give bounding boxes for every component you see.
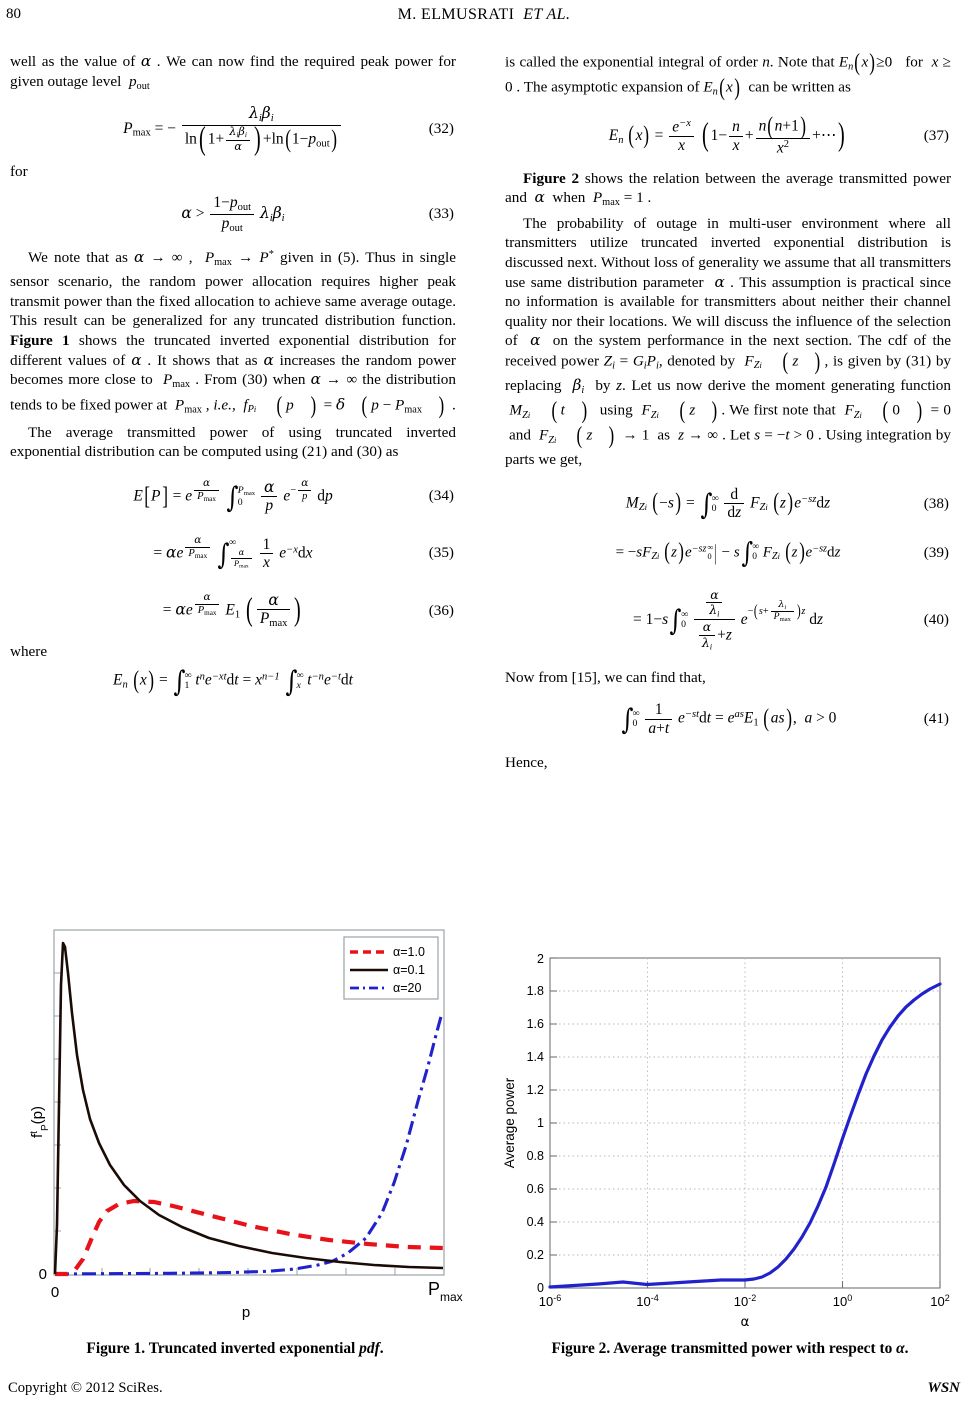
running-title-main: M. ELMUSRATI <box>397 6 515 23</box>
right-para-3: The probability of outage in multi-user environment where all transmitters utilize truncated inverted exponential distribution is discussed next. Without loss of generality we assume that all transmitters use same distribution parameter α . This assumption is practical since no information is available for transmitters about neither their channel quality nor their locations. We will discuss the influence of the selection of α on the system performance in the next section. The cdf of the received power Zi = GiPi, denoted by FZi ( z ) , is given by (31) by replacing βi by z. Let us now derive the moment generating function MZi ( t ) using FZi ( z ) . We first note that FZi ( 0 ) = 0 and FZi ( z ) → 1 as z → ∞ . Let s = −t > 0 . Using integration by parts we get, <box>505 214 952 469</box>
equation-33-number: (33) <box>428 205 454 223</box>
figure-1-caption <box>10 1340 460 1358</box>
figure-2-ylabel: Average power <box>502 1077 517 1169</box>
equation-32-number: (32) <box>428 120 454 138</box>
ytick-1: 1 <box>537 1116 544 1130</box>
figure-2-plot <box>492 950 962 1350</box>
equation-36-number: (36) <box>428 601 454 619</box>
page-footer <box>0 1380 968 1400</box>
figure-1-ylabel: $f^t_P(p)$ <box>29 1106 51 1138</box>
figure-2-xlabel: α <box>740 1314 750 1330</box>
ytick-1-8: 1.8 <box>526 984 544 998</box>
left-column <box>10 52 456 701</box>
figure-1-xlabel: p <box>241 1304 251 1321</box>
equation-39-number: (39) <box>923 543 949 561</box>
equation-en-definition: En (x) = ∫ ∞ 1 $t^ne^{-xt}dt = x^{n-1}$ ∫ ∞ x $t^{-n}e^{-t}dt$ <box>113 663 353 698</box>
equation-38: MZi (−s) = ∫ ∞ 0 $\frac{d}{dz}$ FZi $(z)e^{-sz}dz$ (38) <box>625 485 949 522</box>
figure-1-caption-end: . <box>379 1340 384 1357</box>
left-para-3: The average transmitted power of using truncated inverted exponential distribution can be computed using (21) and (30) as <box>10 423 456 461</box>
right-para-1: is called the exponential integral of order n. Note that En(x)≥0 for x ≥ 0 . The asymptotic expansion of En(x) can be written as <box>505 49 952 101</box>
figure-1-caption-italic: pdf <box>359 1340 380 1357</box>
ytick-2: 2 <box>537 952 544 966</box>
figure-2 <box>492 950 962 1350</box>
figure-2-caption-main: Figure 2. Average transmitted power with respect to <box>551 1340 897 1357</box>
equation-32: $P_{max}$ = − λiβi ln( 1+ $\frac{\text{λiβi}}{\alpha}$ ) $+\ln(1-p_{out})$ (32) <box>123 104 454 157</box>
running-title <box>0 6 968 24</box>
legend-label-alpha-1: α=1.0 <box>393 945 425 959</box>
equation-35-number: (35) <box>428 544 454 562</box>
figure-2-caption <box>500 1340 960 1358</box>
xtick-1e-6: $10^{-6}$ <box>538 1293 562 1309</box>
equation-34: E[P] = e $^{\frac{\alpha}{P_{max}}}$ ∫ $P_{max}$ 0 $\frac{\alpha}{p}$ $e^{- \frac{\alpha}{p}}$ dp (34) <box>133 476 454 515</box>
ytick-0: 0 <box>537 1281 544 1295</box>
equation-37: En (x) = $\frac{e^{-x}}{x}$ ( 1− $\frac{n}{x}$ + $\frac{n(n+1)}{x^2}$ +⋯) (37) <box>608 112 949 157</box>
ytick-0-6: 0.6 <box>526 1182 544 1196</box>
equation-33: α > $\frac{1-p_{out}}{p_{out}}$ λiβi (33) <box>181 194 454 234</box>
equation-40-number: (40) <box>923 610 949 628</box>
copyright-notice: Copyright © 2012 SciRes. <box>8 1380 163 1396</box>
xtick-1e-2: $10^{-2}$ <box>733 1293 757 1309</box>
where-label: where <box>10 643 48 661</box>
running-head <box>0 6 968 30</box>
figure-1-caption-main: Figure 1. Truncated inverted exponential <box>86 1340 360 1357</box>
equation-41-number: (41) <box>923 710 949 728</box>
right-para-2: Figure 2 shows the relation between the average transmitted power and α when $P_{max} = 1$ . <box>505 169 952 209</box>
equation-34-number: (34) <box>428 487 454 505</box>
figure-1-legend <box>344 937 438 999</box>
equation-37-number: (37) <box>923 127 949 145</box>
ytick-0-2: 0.2 <box>526 1248 544 1262</box>
ytick-1-2: 1.2 <box>526 1083 544 1097</box>
figure-1-plot <box>14 925 469 1335</box>
xtick-1e0: $10^0$ <box>832 1293 853 1309</box>
running-title-italic: ET AL. <box>523 6 571 23</box>
equation-35: = αe $^{\frac{\alpha}{P_{max}}}$ ∫ ∞ $\frac{\alpha}{P_{max}}$ $\frac{1}{x}$ $e^{-x}dx$ (35) <box>153 533 454 572</box>
equation-38-number: (38) <box>923 494 949 512</box>
xtick-1e2: $10^2$ <box>930 1293 950 1309</box>
legend-label-alpha-20: α=20 <box>393 981 422 995</box>
ytick-1-6: 1.6 <box>526 1017 544 1031</box>
hence-label: Hence, <box>505 754 548 772</box>
equation-39: = −sFZi $(z)e^{-sz}$ ∞ 0 | − s∫ ∞ 0 FZi $(z)e^{-sz}dz$ (39) <box>615 535 949 569</box>
figure-2-caption-italic: α <box>896 1340 905 1357</box>
left-para-2: We note that as α → ∞ , $P_{max} \to P^*$ given in (5). Thus in single sensor scenario, the random power allocation requires higher peak transmit power than the fixed allocation to achieve same average outage. This result can be generalized for any truncated distribution function. Figure 1 shows the truncated inverted exponential distribution for different values of α . It shows that as α increases the random power becomes more close to $P_{max}$ . From (30) when α → ∞ the distribution tends to be fixed power at $P_{max}$ , i.e., fPi ( p ) = δ ( $p - P_{max}$ ) . <box>10 247 456 419</box>
figure-1 <box>14 925 469 1335</box>
ytick-1-4: 1.4 <box>526 1050 544 1064</box>
xtick-1e-4: $10^{-4}$ <box>636 1293 659 1309</box>
now-from-label: Now from [15], we can find that, <box>505 668 706 686</box>
equation-40: = 1−s∫ ∞ 0 $\frac{\alpha}{\lambda i}$ $\frac{\alpha}{\lambda i}$ +z $e^{-(s+ \frac{\lambda i}{P_{max}} )z}$ dz (40) <box>632 586 949 652</box>
figure-2-caption-end: . <box>904 1340 909 1357</box>
for-label: for <box>10 163 28 181</box>
right-column <box>505 49 952 773</box>
figure-1-x-end-label: $P_{max}$ <box>428 1279 463 1304</box>
figure-1-x-origin-label: 0 <box>50 1284 60 1301</box>
ytick-0-8: 0.8 <box>526 1149 544 1163</box>
equation-41: ∫ ∞ 0 $\frac{1}{a+t}$ $e^{-st}dt = e^{as}E_1$ (as), a > 0 (41) <box>621 701 949 737</box>
ytick-0-4: 0.4 <box>526 1215 544 1229</box>
legend-label-alpha-0-1: α=0.1 <box>393 963 425 977</box>
equation-36: = αe $^{\frac{\alpha}{P_{max}}}$ $E_1$ ( $\frac{\alpha}{P_{max}}$ ) (36) <box>162 590 454 630</box>
journal-abbreviation: WSN <box>927 1380 960 1396</box>
left-para-1: well as the value of α . We can now find the required peak power for given outage level $p_{out}$ <box>10 52 456 92</box>
page-number: 80 <box>6 6 21 22</box>
figure-1-y-origin-label: 0 <box>38 1266 47 1283</box>
